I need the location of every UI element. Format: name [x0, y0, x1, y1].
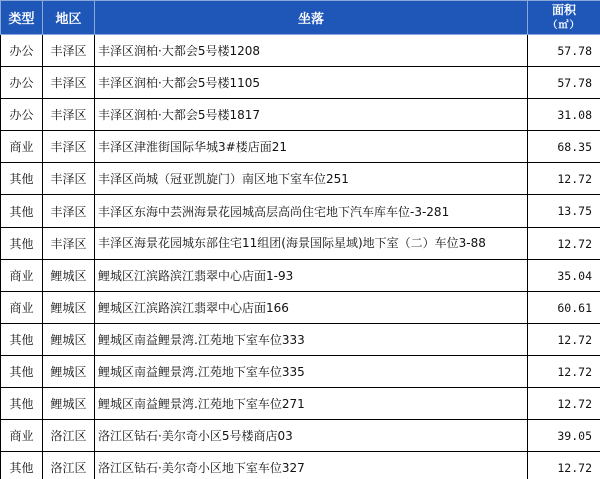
cell-type: 其他	[1, 163, 43, 195]
cell-district: 丰泽区	[43, 131, 95, 163]
table-row	[1, 388, 600, 420]
cell-location: 洛江区钻石·美尔奇小区5号楼商店03	[95, 420, 528, 452]
cell-type: 其他	[1, 195, 43, 228]
table-row	[1, 131, 600, 163]
cell-location: 丰泽区尚城（冠亚凯旋门）南区地下室车位251	[95, 163, 528, 195]
cell-area: 12.72	[528, 163, 600, 195]
cell-area: 31.08	[528, 99, 600, 131]
cell-area: 13.75	[528, 195, 600, 228]
cell-type: 其他	[1, 324, 43, 356]
cell-area: 60.61	[528, 292, 600, 324]
table-row	[1, 260, 600, 292]
cell-district: 丰泽区	[43, 99, 95, 131]
cell-area: 12.72	[528, 452, 600, 479]
table-row	[1, 99, 600, 131]
cell-type: 商业	[1, 420, 43, 452]
table-row	[1, 35, 600, 67]
cell-type: 其他	[1, 452, 43, 479]
cell-type: 商业	[1, 292, 43, 324]
cell-district: 鲤城区	[43, 324, 95, 356]
cell-type: 其他	[1, 388, 43, 420]
cell-location: 丰泽区润柏·大都会5号楼1208	[95, 35, 528, 67]
cell-district: 丰泽区	[43, 67, 95, 99]
table-header-row	[1, 1, 600, 35]
cell-district: 鲤城区	[43, 388, 95, 420]
table-row	[1, 324, 600, 356]
cell-district: 洛江区	[43, 452, 95, 479]
cell-type: 其他	[1, 356, 43, 388]
cell-location: 鲤城区南益鲤景湾.江苑地下室车位335	[95, 356, 528, 388]
cell-area: 68.35	[528, 131, 600, 163]
table-row	[1, 292, 600, 324]
cell-district: 丰泽区	[43, 195, 95, 228]
table-row	[1, 452, 600, 479]
header-location: 坐落	[95, 1, 528, 35]
cell-location: 丰泽区润柏·大都会5号楼1105	[95, 67, 528, 99]
cell-area: 12.72	[528, 228, 600, 260]
cell-type: 办公	[1, 67, 43, 99]
cell-district: 丰泽区	[43, 228, 95, 260]
cell-area: 57.78	[528, 67, 600, 99]
cell-area: 35.04	[528, 260, 600, 292]
cell-type: 商业	[1, 131, 43, 163]
cell-location: 丰泽区东海中芸洲海景花园城高层高尚住宅地下汽车库车位-3-281	[95, 195, 528, 228]
header-area-label: 面积	[551, 2, 576, 17]
header-area-unit: （㎡）	[547, 19, 581, 31]
cell-location: 丰泽区海景花园城东部住宅11组团(海景国际星域)地下室（二）车位3-88	[95, 228, 528, 260]
table-row	[1, 228, 600, 260]
table-row	[1, 195, 600, 228]
table-row	[1, 420, 600, 452]
cell-type: 办公	[1, 35, 43, 67]
header-type: 类型	[1, 1, 43, 35]
cell-district: 鲤城区	[43, 292, 95, 324]
cell-type: 商业	[1, 260, 43, 292]
header-district: 地区	[43, 1, 95, 35]
cell-area: 39.05	[528, 420, 600, 452]
cell-district: 鲤城区	[43, 356, 95, 388]
cell-area: 12.72	[528, 388, 600, 420]
cell-type: 办公	[1, 99, 43, 131]
cell-location: 鲤城区南益鲤景湾.江苑地下室车位271	[95, 388, 528, 420]
table-row	[1, 67, 600, 99]
cell-district: 洛江区	[43, 420, 95, 452]
cell-area: 12.72	[528, 356, 600, 388]
cell-district: 丰泽区	[43, 163, 95, 195]
table-row	[1, 163, 600, 195]
header-area	[528, 1, 600, 35]
table-row	[1, 356, 600, 388]
cell-area: 57.78	[528, 35, 600, 67]
cell-location: 鲤城区江滨路滨江翡翠中心店面1-93	[95, 260, 528, 292]
cell-location: 鲤城区南益鲤景湾.江苑地下室车位333	[95, 324, 528, 356]
cell-district: 鲤城区	[43, 260, 95, 292]
cell-type: 其他	[1, 228, 43, 260]
cell-location: 鲤城区江滨路滨江翡翠中心店面166	[95, 292, 528, 324]
cell-location: 丰泽区津淮街国际华城3#楼店面21	[95, 131, 528, 163]
cell-location: 丰泽区润柏·大都会5号楼1817	[95, 99, 528, 131]
cell-area: 12.72	[528, 324, 600, 356]
cell-location: 洛江区钻石·美尔奇小区地下室车位327	[95, 452, 528, 479]
cell-district: 丰泽区	[43, 35, 95, 67]
